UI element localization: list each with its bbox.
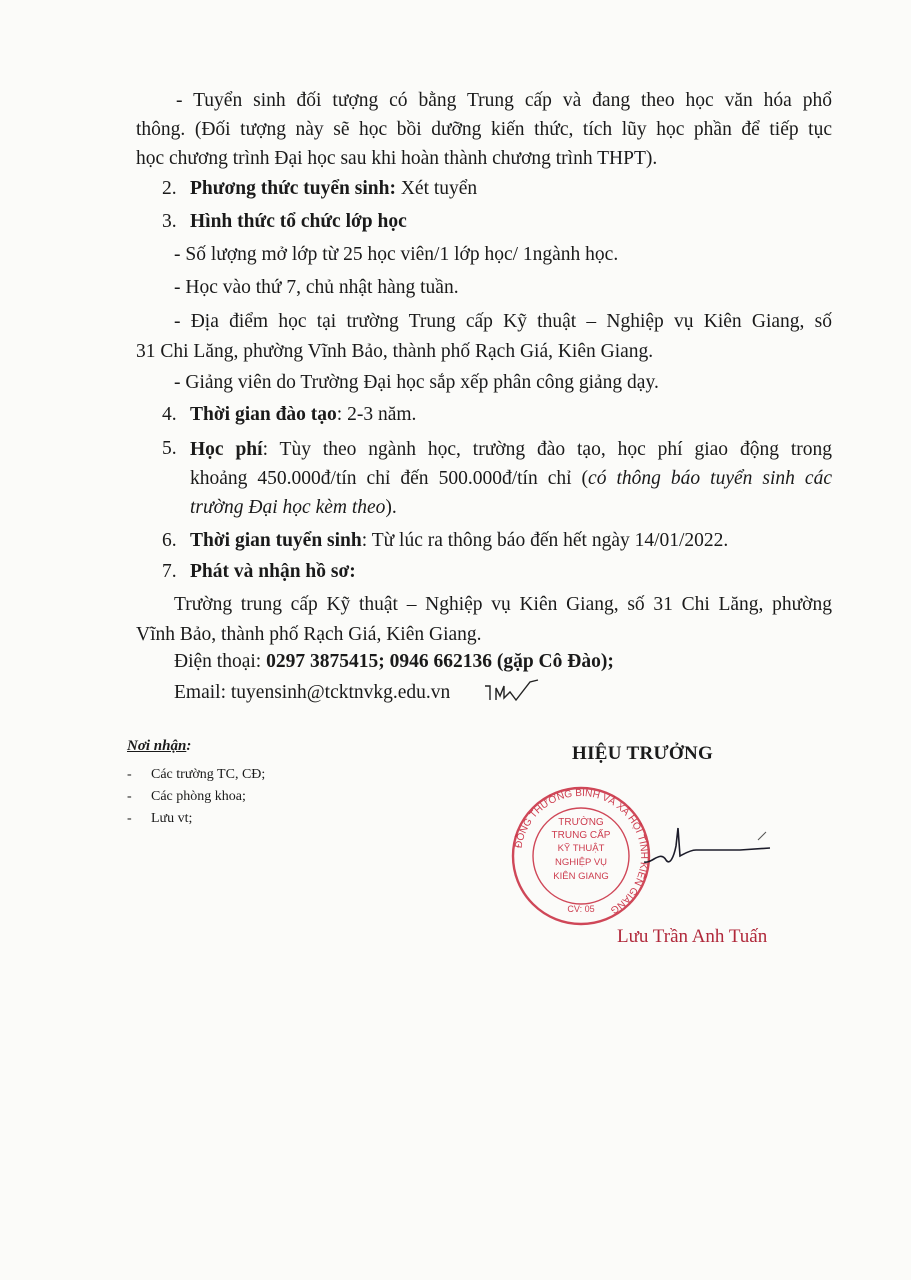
section-4 — [162, 401, 416, 429]
section-5 — [190, 435, 832, 522]
section-3-bullet-4: - Giảng viên do Trường Đại học sắp xếp phân công giảng dạy. — [174, 372, 659, 393]
signer-position: HIỆU TRƯỞNG — [572, 743, 714, 764]
section-5-line-3-italic: trường Đại học kèm theo — [190, 497, 386, 518]
section-5-line-2 — [190, 464, 832, 493]
recipient-item-text: Các trường TC, CĐ; — [151, 767, 266, 782]
intro-line-3: học chương trình Đại học sau khi hoàn thành chương trình THPT). — [136, 148, 658, 169]
signer-name: Lưu Trần Anh Tuấn — [617, 926, 768, 947]
section-2-text: Xét tuyển — [395, 178, 478, 199]
recipient-item: - Các phòng khoa; — [127, 789, 246, 804]
stamp-line-2: TRUNG CẤP — [551, 830, 611, 841]
section-6-title: Thời gian tuyển sinh — [190, 530, 362, 551]
intro-paragraph — [136, 86, 832, 173]
section-7-phone — [174, 648, 614, 676]
section-5-line-3-end: ). — [385, 497, 397, 518]
section-3-bullet-3-line-2: 31 Chi Lăng, phường Vĩnh Bảo, thành phố Rạch Giá, Kiên Giang. — [136, 341, 654, 362]
section-7-email — [174, 679, 450, 707]
recipient-item: - Các trường TC, CĐ; — [127, 767, 266, 782]
section-5-line-1-text: : Tùy theo ngành học, trường đào tạo, học phí giao động trong — [262, 439, 832, 460]
stamp-line-4: NGHIỆP VỤ — [554, 857, 608, 868]
section-6-text: : Từ lúc ra thông báo đến hết ngày 14/01/2022. — [361, 530, 729, 551]
section-7-address-line-1: Trường trung cấp Kỹ thuật – Nghiệp vụ Kiên Giang, số 31 Chi Lăng, phường — [174, 594, 832, 615]
section-3-bullet-1: - Số lượng mở lớp từ 25 học viên/1 lớp học/ 1ngành học. — [174, 244, 619, 265]
email-value: tuyensinh@tcktnvkg.edu.vn — [230, 682, 451, 703]
stamp-ring-text: ĐỒNG THƯỜNG BINH VÀ XÃ HỘI TỈNH KIÊN GIANG — [513, 787, 650, 916]
initials-scribble — [482, 676, 542, 706]
email-label: Email: — [174, 682, 231, 703]
handwritten-signature — [640, 820, 780, 880]
section-4-text: : 2-3 năm. — [336, 404, 417, 425]
recipients-title — [127, 738, 191, 755]
stamp-line-1: TRƯỜNG — [558, 817, 604, 828]
section-5-title: Học phí — [190, 439, 263, 460]
section-5-line-2-text: khoảng 450.000đ/tín chỉ đến 500.000đ/tín chỉ ( — [190, 468, 589, 489]
section-7 — [162, 558, 356, 586]
stamp-line-3: KỸ THUẬT — [557, 843, 605, 854]
section-2-title: Phương thức tuyển sinh: — [190, 178, 396, 199]
section-2-number: 2. — [162, 178, 177, 199]
section-3-bullet-3 — [136, 307, 832, 367]
section-3-number: 3. — [162, 211, 177, 232]
section-2 — [162, 175, 477, 203]
official-stamp — [506, 785, 656, 927]
section-7-address — [136, 590, 832, 650]
section-3-title: Hình thức tổ chức lớp học — [190, 211, 407, 232]
section-5-line-2-italic: có thông báo tuyển sinh các — [588, 468, 832, 489]
recipients-title-suffix: : — [186, 738, 192, 754]
section-5-number — [162, 435, 190, 463]
section-6 — [162, 527, 728, 555]
section-7-number: 7. — [162, 561, 177, 582]
intro-line-2: thông. (Đối tượng này sẽ học bồi dưỡng kiến thức, tích lũy học phần để tiếp tục — [136, 119, 832, 140]
stamp-bottom-text: CV: 05 — [567, 904, 595, 914]
recipients-title-text: Nơi nhận — [127, 738, 187, 754]
recipient-item: - Lưu vt; — [127, 811, 193, 826]
section-3-bullet-2: - Học vào thứ 7, chủ nhật hàng tuần. — [174, 277, 459, 298]
stamp-line-5: KIÊN GIANG — [553, 871, 609, 882]
section-3-bullet-3-line-1: - Địa điểm học tại trường Trung cấp Kỹ thuật – Nghiệp vụ Kiên Giang, số — [174, 311, 832, 332]
section-3 — [162, 208, 407, 236]
section-6-number: 6. — [162, 530, 177, 551]
section-5-line-3 — [190, 493, 832, 522]
section-5-number-label: 5. — [162, 438, 177, 459]
intro-line-1: - Tuyển sinh đối tượng có bằng Trung cấp và đang theo học văn hóa phổ — [176, 90, 832, 111]
phone-label: Điện thoại: — [174, 651, 267, 672]
section-5-line-1 — [190, 435, 832, 464]
section-4-number: 4. — [162, 404, 177, 425]
section-4-title: Thời gian đào tạo — [190, 404, 337, 425]
phone-value: 0297 3875415; 0946 662136 (gặp Cô Đào); — [266, 651, 614, 672]
section-7-address-line-2: Vĩnh Bảo, thành phố Rạch Giá, Kiên Giang. — [136, 624, 482, 645]
recipient-item-text: Các phòng khoa; — [151, 789, 246, 804]
recipient-item-text: Lưu vt; — [151, 811, 193, 826]
section-7-title: Phát và nhận hồ sơ: — [190, 561, 356, 582]
